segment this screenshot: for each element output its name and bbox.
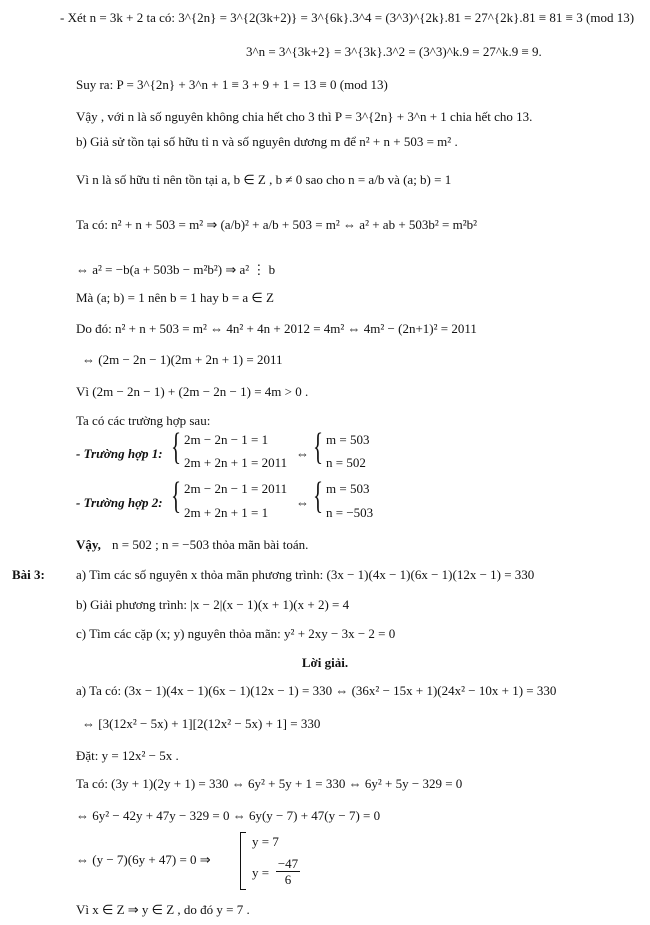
text-line: Vì (2m − 2n − 1) + (2m − 2n − 1) = 4m > 0 . <box>76 384 309 399</box>
equivalence-symbol: ⇔ <box>296 495 309 510</box>
text-line: 3^n = 3^{3k+2} = 3^{3k}.3^2 = (3^3)^k.9 = 27^k.9 ≡ 9. <box>246 44 542 59</box>
text-line: b) Giả sử tồn tại số hữu tỉ n và số nguyên dương m để n² + n + 503 = m² . <box>76 134 458 149</box>
brace-left: { <box>171 475 182 517</box>
solution-heading: Lời giải. <box>301 655 349 670</box>
system-result: m = 503 <box>326 432 370 447</box>
text-line: ⇔ (y − 7)(6y + 47) = 0 ⇒ <box>76 852 211 867</box>
text-line: Ta có các trường hợp sau: <box>76 413 211 428</box>
text-line: ⇔ [3(12x² − 5x) + 1][2(12x² − 5x) + 1] = 330 <box>82 716 321 731</box>
system-result: y = 7 <box>252 834 279 849</box>
system-result: n = −503 <box>326 505 374 520</box>
system-equation: 2m + 2n + 1 = 1 <box>184 505 269 520</box>
text-line: - Xét n = 3k + 2 ta có: 3^{2n} = 3^{2(3k+2)} = 3^{6k}.3^4 = (3^3)^{2k}.81 = 27^{2k}.81 ≡ 81 ≡ 3 (mod 13) <box>60 10 635 25</box>
fraction <box>276 857 300 886</box>
system-result: n = 502 <box>326 455 366 470</box>
text-line: Do đó: n² + n + 503 = m² ⇔ 4n² + 4n + 2012 = 4m² ⇔ 4m² − (2n+1)² = 2011 <box>76 321 477 336</box>
text-line: ⇔ a² = −b(a + 503b − m²b²) ⇒ a² ⋮ b <box>76 262 276 277</box>
text-line: Ta có: n² + n + 503 = m² ⇒ (a/b)² + a/b + 503 = m² ⇔ a² + ab + 503b² = m²b² <box>76 217 478 232</box>
text-line: ⇔ (2m − 2n − 1)(2m + 2n + 1) = 2011 <box>82 352 283 367</box>
text-line: a) Ta có: (3x − 1)(4x − 1)(6x − 1)(12x − 1) = 330 ⇔ (36x² − 15x + 1)(24x² − 10x + 1) = 330 <box>76 683 557 698</box>
brace-left: { <box>171 426 182 468</box>
case-label: - Trường hợp 1: <box>76 446 163 461</box>
system-result: y = <box>252 865 270 880</box>
conclusion-label: Vậy, <box>76 537 101 552</box>
fraction-denominator: 6 <box>284 872 292 887</box>
equivalence-symbol: ⇔ <box>296 446 309 461</box>
text-line: Vì n là số hữu tỉ nên tồn tại a, b ∈ Z , b ≠ 0 sao cho n = a/b và (a; b) = 1 <box>76 172 452 187</box>
text-line: n = 502 ; n = −503 thỏa mãn bài toán. <box>112 537 309 552</box>
text-line: Suy ra: P = 3^{2n} + 3^n + 1 ≡ 3 + 9 + 1 = 13 ≡ 0 (mod 13) <box>76 77 388 92</box>
text-line: Ta có: (3y + 1)(2y + 1) = 330 ⇔ 6y² + 5y + 1 = 330 ⇔ 6y² + 5y − 329 = 0 <box>76 776 463 791</box>
text-line: Vậy , với n là số nguyên không chia hết cho 3 thì P = 3^{2n} + 3^n + 1 chia hết cho 13. <box>76 109 533 124</box>
text-line: a) Tìm các số nguyên x thỏa mãn phương trình: (3x − 1)(4x − 1)(6x − 1)(12x − 1) = 330 <box>76 567 535 582</box>
system-equation: 2m − 2n − 1 = 2011 <box>184 481 288 496</box>
text-line: b) Giải phương trình: |x − 2|(x − 1)(x + 1)(x + 2) = 4 <box>76 597 350 612</box>
text-line: c) Tìm các cặp (x; y) nguyên thỏa mãn: y² + 2xy − 3x − 2 = 0 <box>76 626 396 641</box>
bracket-left <box>240 832 246 890</box>
brace-left: { <box>313 475 324 517</box>
fraction-numerator: −47 <box>277 856 299 871</box>
brace-left: { <box>313 426 324 468</box>
system-equation: 2m + 2n + 1 = 2011 <box>184 455 288 470</box>
case-label: - Trường hợp 2: <box>76 495 163 510</box>
system-result: m = 503 <box>326 481 370 496</box>
text-line: Mà (a; b) = 1 nên b = 1 hay b = a ∈ Z <box>76 290 274 305</box>
text-line: ⇔ 6y² − 42y + 47y − 329 = 0 ⇔ 6y(y − 7) + 47(y − 7) = 0 <box>76 808 381 823</box>
system-equation: 2m − 2n − 1 = 1 <box>184 432 269 447</box>
text-line: Vì x ∈ Z ⇒ y ∈ Z , do đó y = 7 . <box>76 902 250 917</box>
text-line: Đặt: y = 12x² − 5x . <box>76 748 179 763</box>
problem-heading: Bài 3: <box>12 567 45 582</box>
